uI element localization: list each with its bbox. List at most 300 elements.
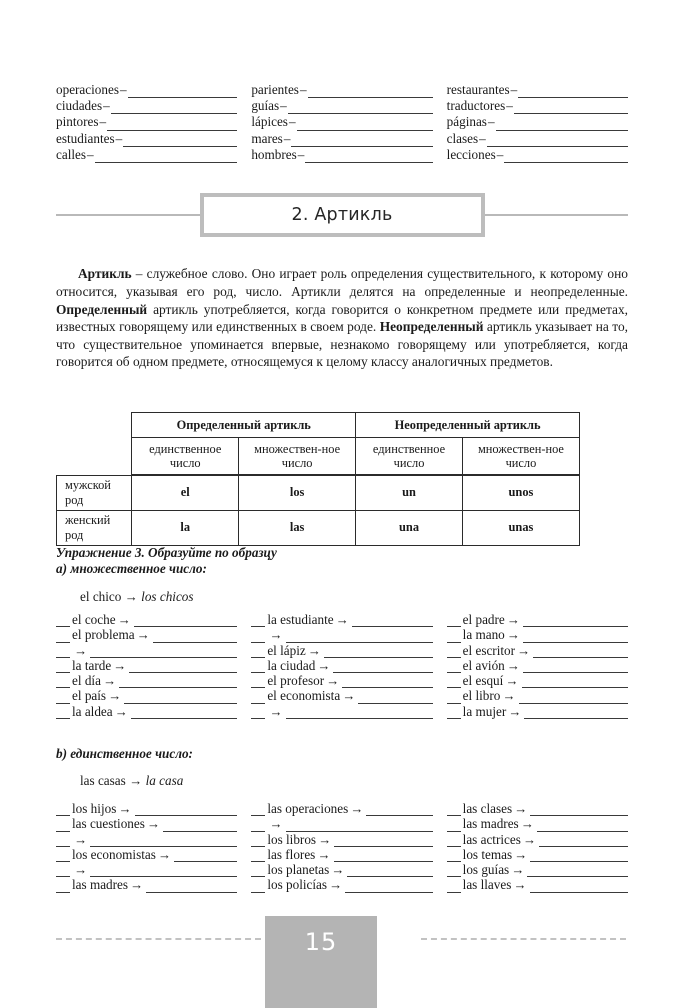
arrow-icon: →: [331, 862, 345, 878]
table-row: [57, 510, 580, 545]
answer-blank[interactable]: [539, 834, 628, 847]
answer-blank[interactable]: [134, 614, 238, 627]
arrow-icon: →: [102, 673, 117, 689]
answer-blank-leading[interactable]: [251, 660, 265, 673]
word-entry: [251, 114, 432, 130]
answer-blank[interactable]: [291, 134, 432, 147]
word-term: las llaves: [462, 877, 512, 893]
word-entry: [447, 832, 628, 847]
arrow-icon: →: [318, 831, 332, 847]
word-term: la mano: [462, 627, 505, 643]
word-term: traductores: [446, 98, 506, 114]
word-term: las madres: [72, 877, 129, 893]
answer-blank[interactable]: [352, 614, 433, 627]
word-entry: [251, 643, 432, 658]
answer-blank[interactable]: [128, 85, 238, 98]
answer-blank-leading[interactable]: [447, 849, 461, 862]
answer-blank[interactable]: [533, 645, 628, 658]
table-corner-cell: [57, 413, 132, 476]
word-term: operaciones: [56, 82, 119, 97]
word-entry: [251, 704, 432, 719]
word-column-3: [447, 801, 628, 893]
answer-blank[interactable]: [347, 864, 432, 877]
answer-blank-leading[interactable]: [447, 880, 461, 893]
arrow-icon: →: [157, 846, 172, 862]
word-entry: [251, 147, 432, 163]
table-row: [57, 475, 580, 510]
answer-blank[interactable]: [530, 803, 628, 816]
answer-blank-leading[interactable]: [56, 803, 70, 816]
answer-blank-leading[interactable]: [251, 691, 265, 704]
word-term: el economista: [267, 688, 341, 704]
separator-dash: –: [496, 146, 504, 162]
answer-blank[interactable]: [523, 614, 628, 627]
arrow-icon: →: [502, 688, 516, 704]
word-entry: [56, 847, 237, 862]
answer-blank-leading[interactable]: [447, 675, 461, 688]
word-term: el libro: [462, 688, 501, 704]
table-group-header-row: [57, 413, 580, 438]
answer-blank-leading[interactable]: [251, 645, 265, 658]
word-entry: [56, 816, 237, 831]
arrow-icon: →: [130, 877, 144, 893]
sub-header-indefinite-singular: единственное число: [356, 438, 463, 476]
answer-blank[interactable]: [107, 118, 237, 131]
answer-blank[interactable]: [530, 880, 628, 893]
answer-blank-leading[interactable]: [251, 630, 265, 643]
answer-blank-leading[interactable]: [251, 880, 265, 893]
word-term: páginas: [446, 114, 487, 130]
answer-blank[interactable]: [308, 85, 433, 98]
group-header-indefinite: Неопределенный артикль: [356, 413, 580, 438]
arrow-icon: →: [118, 801, 132, 816]
answer-blank-leading[interactable]: [447, 803, 461, 816]
word-entry: [56, 704, 237, 719]
word-entry: [447, 704, 628, 719]
answer-blank[interactable]: [523, 630, 628, 643]
word-column-2: [251, 612, 432, 719]
separator-dash: –: [283, 130, 291, 146]
exercise3-title: Упражнение 3. Образуйте по образцу: [56, 545, 277, 560]
word-entry: [251, 658, 432, 673]
body-text: артикль указывает на то, что существительное упоминается впервые, незнакомо говорящему или употребляется, когда говорится об одном предмете, относящемуся к целому классу аналогичных предметов.: [56, 319, 629, 370]
word-term: los planetas: [267, 862, 330, 878]
word-term: mares: [251, 130, 283, 146]
answer-blank-leading[interactable]: [251, 614, 265, 627]
word-entry: [251, 98, 432, 114]
arrow-icon: →: [108, 688, 122, 704]
arrow-icon: →: [136, 627, 150, 643]
arrow-icon: →: [517, 642, 531, 658]
arrow-icon: →: [511, 862, 525, 878]
answer-blank-leading[interactable]: [56, 706, 70, 719]
answer-blank[interactable]: [286, 706, 433, 719]
word-entry: [251, 877, 432, 892]
answer-blank-leading[interactable]: [447, 691, 461, 704]
arrow-icon: →: [117, 612, 131, 627]
answer-blank[interactable]: [504, 150, 628, 163]
separator-dash: –: [510, 82, 518, 97]
answer-blank[interactable]: [90, 645, 237, 658]
answer-blank[interactable]: [90, 834, 237, 847]
word-term: el día: [72, 673, 101, 689]
word-column-3: [447, 612, 628, 719]
word-entry: [56, 673, 237, 688]
answer-blank[interactable]: [518, 85, 628, 98]
word-term: el padre: [462, 612, 505, 627]
word-entry: [447, 816, 628, 831]
emphasis-text: Артикль: [78, 266, 132, 282]
answer-blank[interactable]: [135, 803, 238, 816]
word-term: la ciudad: [267, 657, 316, 673]
answer-blank[interactable]: [514, 101, 628, 114]
answer-blank[interactable]: [487, 134, 628, 147]
answer-blank-leading[interactable]: [251, 803, 265, 816]
word-column-3: [447, 82, 628, 163]
word-entry: [251, 627, 432, 642]
answer-blank-leading[interactable]: [251, 675, 265, 688]
arrow-icon: →: [329, 877, 343, 893]
answer-blank[interactable]: [324, 645, 433, 658]
cell-una: una: [356, 510, 463, 545]
section-heading-text: 2. Артикль: [291, 205, 393, 225]
arrow-icon: →: [513, 877, 527, 893]
answer-blank-leading[interactable]: [447, 660, 461, 673]
word-term: lápices: [251, 114, 288, 130]
answer-blank-leading[interactable]: [251, 864, 265, 877]
cell-las: las: [239, 510, 356, 545]
word-entry: [447, 643, 628, 658]
answer-blank-leading[interactable]: [56, 691, 70, 704]
exercise3-subtitle-b: b) единственное число:: [56, 746, 193, 761]
section-heading: [56, 192, 628, 238]
word-entry: [447, 147, 628, 163]
cell-unas: unas: [462, 510, 579, 545]
arrow-icon: →: [350, 801, 364, 816]
word-term: los libros: [267, 831, 317, 847]
answer-blank[interactable]: [333, 660, 432, 673]
answer-blank-leading[interactable]: [56, 819, 70, 832]
cell-la: la: [132, 510, 239, 545]
answer-blank[interactable]: [123, 134, 237, 147]
answer-blank[interactable]: [366, 803, 432, 816]
separator-dash: –: [506, 98, 513, 114]
word-entry: [56, 643, 237, 658]
answer-blank-leading[interactable]: [56, 864, 70, 877]
answer-blank[interactable]: [522, 675, 628, 688]
word-term: las clases: [462, 801, 513, 816]
word-entry: [251, 832, 432, 847]
answer-blank-leading[interactable]: [56, 645, 70, 658]
answer-blank[interactable]: [523, 660, 628, 673]
emphasis-text: Определенный: [56, 301, 148, 317]
separator-dash: –: [115, 130, 123, 146]
answer-blank[interactable]: [95, 150, 238, 163]
answer-blank-leading[interactable]: [251, 819, 265, 832]
answer-blank-leading[interactable]: [251, 849, 265, 862]
answer-blank[interactable]: [119, 675, 237, 688]
exercise3-example-b: [80, 773, 183, 789]
heading-box: [200, 193, 485, 237]
word-term: el lápiz: [267, 642, 306, 658]
arrow-icon: →: [113, 657, 127, 673]
answer-blank[interactable]: [345, 880, 432, 893]
answer-blank-leading[interactable]: [447, 614, 461, 627]
answer-blank[interactable]: [524, 706, 628, 719]
example-b-arrow-icon: →: [129, 773, 143, 788]
answer-blank[interactable]: [286, 819, 433, 832]
word-entry: [251, 612, 432, 627]
arrow-icon: →: [317, 657, 331, 673]
answer-blank-leading[interactable]: [251, 834, 265, 847]
sub-header-definite-singular: единственное число: [132, 438, 239, 476]
example-b-source: las casas: [80, 773, 126, 788]
arrow-icon: →: [74, 862, 88, 878]
arrow-icon: →: [506, 627, 520, 643]
word-column-2: [251, 801, 432, 893]
word-term: los hijos: [72, 801, 117, 816]
sub-header-indefinite-plural: множествен-ное число: [462, 438, 579, 476]
answer-blank[interactable]: [334, 849, 433, 862]
word-term: el coche: [72, 612, 116, 627]
articles-table-body: [57, 413, 580, 546]
example-b-model: la casa: [145, 773, 184, 788]
word-entry: [56, 627, 237, 642]
answer-blank-leading[interactable]: [56, 880, 70, 893]
separator-dash: –: [479, 130, 486, 146]
answer-blank[interactable]: [334, 834, 432, 847]
answer-blank-leading[interactable]: [447, 834, 461, 847]
word-entry: [447, 114, 628, 130]
answer-blank[interactable]: [124, 691, 237, 704]
word-term: la aldea: [72, 703, 113, 719]
answer-blank[interactable]: [146, 880, 237, 893]
footer-rule-left: [56, 938, 261, 940]
answer-blank-leading[interactable]: [56, 614, 70, 627]
separator-dash: –: [299, 82, 307, 97]
word-entry: [447, 131, 628, 147]
example-a-source: el chico: [80, 589, 122, 604]
group-header-definite: Определенный артикль: [132, 413, 356, 438]
arrow-icon: →: [514, 801, 528, 816]
answer-blank-leading[interactable]: [56, 675, 70, 688]
answer-blank-leading[interactable]: [56, 834, 70, 847]
word-entry: [56, 612, 237, 627]
word-column-2: [251, 82, 432, 163]
separator-dash: –: [99, 114, 107, 130]
word-term: lecciones: [446, 146, 496, 162]
answer-blank[interactable]: [342, 675, 432, 688]
word-term: guías: [251, 98, 280, 114]
word-term: los policías: [267, 877, 328, 893]
word-column-1: [56, 82, 237, 163]
answer-blank-leading[interactable]: [447, 864, 461, 877]
word-term: las madres: [462, 816, 519, 832]
arrow-icon: →: [508, 703, 522, 719]
answer-blank-leading[interactable]: [447, 645, 461, 658]
word-entry: [447, 82, 628, 98]
arrow-icon: →: [269, 816, 283, 832]
page-footer: [0, 908, 682, 1000]
exercise3-list-a: [56, 612, 628, 719]
answer-blank[interactable]: [90, 864, 237, 877]
arrow-icon: →: [505, 673, 519, 689]
separator-dash: –: [103, 98, 110, 114]
answer-blank-leading[interactable]: [447, 819, 461, 832]
word-term: el esquí: [462, 673, 504, 689]
answer-blank[interactable]: [153, 630, 238, 643]
answer-blank[interactable]: [519, 691, 628, 704]
heading-rule-right: [485, 214, 629, 216]
answer-blank[interactable]: [305, 150, 432, 163]
arrow-icon: →: [146, 816, 161, 832]
word-entry: [251, 131, 432, 147]
answer-blank-leading[interactable]: [251, 706, 265, 719]
word-term: el profesor: [267, 673, 325, 689]
word-entry: [447, 612, 628, 627]
arrow-icon: →: [520, 816, 534, 832]
answer-blank-leading[interactable]: [56, 849, 70, 862]
answer-blank[interactable]: [358, 691, 432, 704]
answer-blank[interactable]: [131, 706, 238, 719]
row-label-masculine: мужской род: [57, 475, 132, 510]
separator-dash: –: [87, 146, 94, 162]
arrow-icon: →: [114, 703, 128, 719]
word-entry: [56, 98, 237, 114]
word-term: el problema: [72, 627, 135, 643]
word-term: la mujer: [462, 703, 507, 719]
word-column-1: [56, 801, 237, 893]
arrow-icon: →: [74, 831, 88, 847]
word-term: las cuestiones: [72, 816, 145, 832]
word-entry: [251, 816, 432, 831]
word-entry: [447, 877, 628, 892]
answer-blank[interactable]: [286, 630, 433, 643]
word-term: parientes: [251, 82, 299, 97]
word-entry: [251, 688, 432, 703]
word-term: la tarde: [72, 657, 112, 673]
emphasis-text: Неопределенный: [379, 319, 484, 335]
body-text: артикль употребляется, когда говорится о конкретном предмете или предметах, известных говорящему или единственных в своем роде.: [56, 301, 628, 335]
word-entry: [56, 877, 237, 892]
answer-blank-leading[interactable]: [447, 630, 461, 643]
cell-un: un: [356, 475, 463, 510]
answer-blank[interactable]: [111, 101, 238, 114]
heading-rule-left: [56, 214, 200, 216]
word-entry: [56, 82, 237, 98]
word-entry: [251, 847, 432, 862]
word-entry: [251, 673, 432, 688]
word-entry: [251, 801, 432, 816]
answer-blank-leading[interactable]: [56, 660, 70, 673]
example-a-model: los chicos: [141, 589, 194, 604]
separator-dash: –: [288, 114, 296, 130]
separator-dash: –: [487, 114, 495, 130]
answer-blank[interactable]: [288, 101, 433, 114]
word-entry: [56, 114, 237, 130]
word-entry: [447, 673, 628, 688]
word-entry: [447, 658, 628, 673]
page-number: 15: [304, 928, 338, 956]
word-term: clases: [446, 130, 479, 146]
arrow-icon: →: [514, 846, 528, 862]
arrow-icon: →: [317, 846, 331, 862]
word-term: las flores: [267, 846, 316, 862]
word-entry: [251, 862, 432, 877]
answer-blank[interactable]: [530, 849, 628, 862]
word-entry: [447, 847, 628, 862]
separator-dash: –: [297, 146, 305, 162]
cell-unos: unos: [462, 475, 579, 510]
separator-dash: –: [119, 82, 127, 97]
example-a-arrow-icon: →: [124, 589, 138, 604]
word-entry: [447, 688, 628, 703]
cell-el: el: [132, 475, 239, 510]
body-text: – служебное слово. Оно играет роль определения существительного, к которому оно относится, указывая его род, число. Артикли делятся на определенные и неопределенные.: [56, 266, 628, 299]
word-term: el escritor: [462, 642, 516, 658]
word-term: pintores: [56, 114, 99, 130]
word-term: los economistas: [72, 846, 156, 862]
word-term: los temas: [462, 846, 513, 862]
answer-blank-leading[interactable]: [56, 630, 70, 643]
word-entry: [56, 688, 237, 703]
answer-blank[interactable]: [163, 819, 237, 832]
word-term: ciudades: [56, 98, 103, 114]
arrow-icon: →: [342, 688, 356, 704]
word-entry: [447, 801, 628, 816]
answer-blank[interactable]: [174, 849, 237, 862]
row-label-feminine: женский род: [57, 510, 132, 545]
top-word-list: [56, 82, 628, 163]
word-term: calles: [56, 146, 87, 162]
word-entry: [447, 627, 628, 642]
answer-blank[interactable]: [527, 864, 628, 877]
exercise3-subtitle-a: а) множественное число:: [56, 561, 207, 576]
word-column-1: [56, 612, 237, 719]
word-entry: [56, 862, 237, 877]
arrow-icon: →: [506, 612, 520, 627]
answer-blank[interactable]: [496, 118, 628, 131]
answer-blank[interactable]: [129, 660, 237, 673]
exercise3-example-a: [80, 589, 194, 605]
word-entry: [56, 801, 237, 816]
answer-blank[interactable]: [297, 118, 433, 131]
word-term: estudiantes: [56, 130, 115, 146]
word-entry: [56, 147, 237, 163]
word-term: las actrices: [462, 831, 521, 847]
sub-header-definite-plural: множествен-ное число: [239, 438, 356, 476]
word-term: restaurantes: [446, 82, 510, 97]
arrow-icon: →: [74, 642, 88, 658]
separator-dash: –: [280, 98, 287, 114]
answer-blank[interactable]: [537, 819, 628, 832]
word-term: hombres: [251, 146, 297, 162]
word-entry: [447, 98, 628, 114]
answer-blank-leading[interactable]: [447, 706, 461, 719]
arrow-icon: →: [335, 612, 349, 627]
arrow-icon: →: [506, 657, 520, 673]
word-term: el avión: [462, 657, 505, 673]
page-number-box: [265, 916, 377, 1008]
arrow-icon: →: [269, 627, 283, 643]
word-term: los guías: [462, 862, 510, 878]
arrow-icon: →: [522, 831, 537, 847]
word-term: el país: [72, 688, 107, 704]
exercise3-list-b: [56, 801, 628, 893]
word-entry: [56, 658, 237, 673]
word-entry: [251, 82, 432, 98]
arrow-icon: →: [326, 673, 340, 689]
